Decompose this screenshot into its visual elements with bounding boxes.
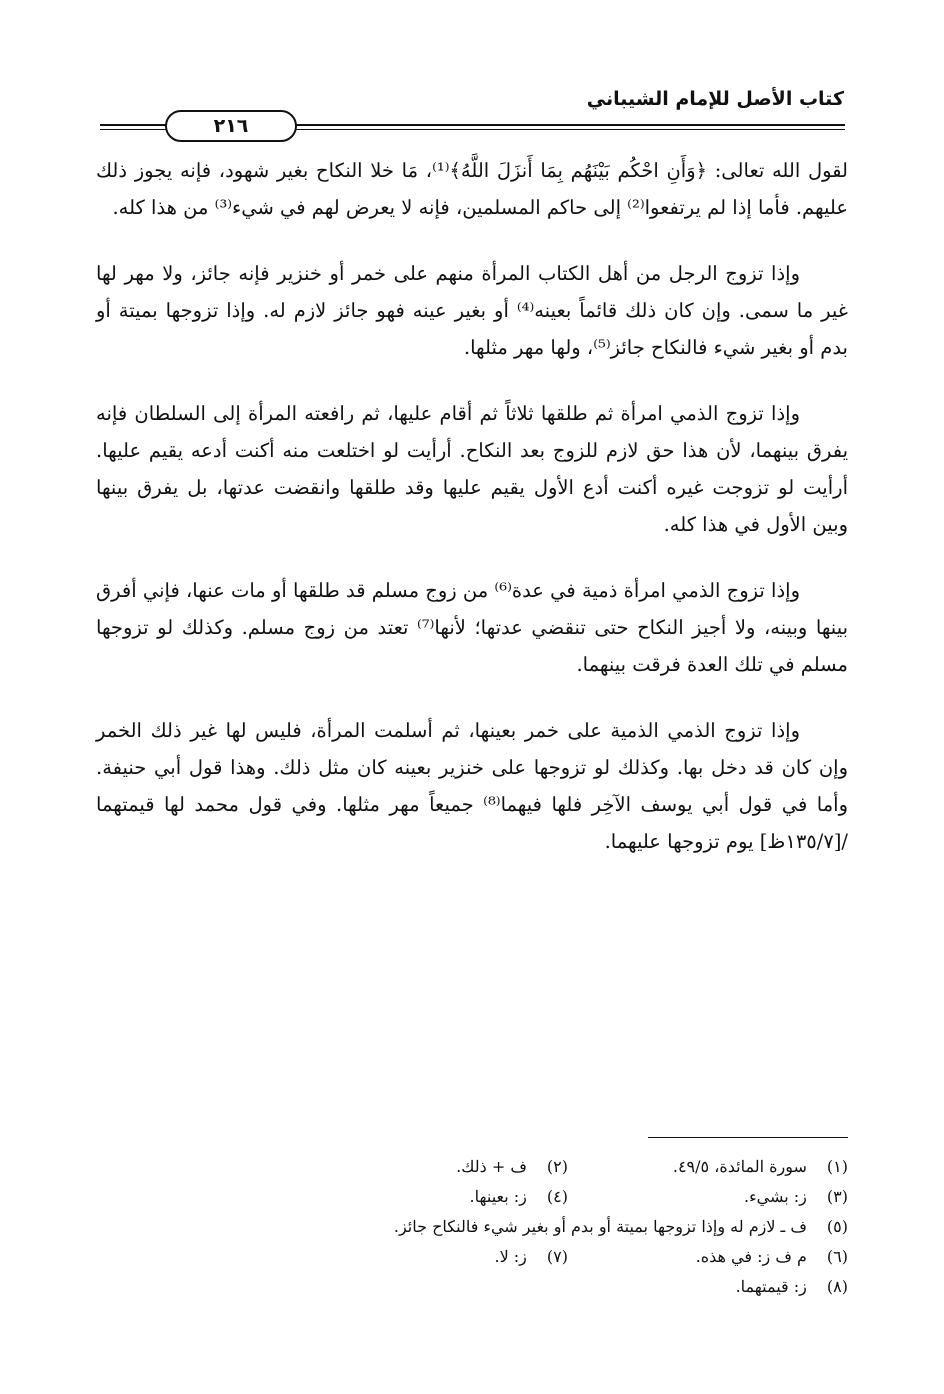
paragraph: وإذا تزوج الذمي الذمية على خمر بعينها، ثم أسلمت المرأة، فليس لها غير ذلك الخمر وإن كان قد دخل بها. وكذلك لو تزوجها على خنزير بعينه كان مثل ذلك. وهذا قول أبي حنيفة. وأما في قول أبي يوسف الآخِر فلها فيهما⁽⁸⁾ جميعاً مهر مثلها. وفي قول محمد لها قيمتهما /[١٣٥/٧ظ] يوم تزوجها عليهما.: [96, 719, 848, 853]
footnote-item: [288, 1242, 568, 1272]
footnote-text: ز: بعينها.: [469, 1187, 527, 1206]
footnote-item: [288, 1152, 568, 1182]
footnote-number: (٣): [826, 1187, 848, 1206]
footnotes: [96, 1152, 848, 1302]
paragraph: وإذا تزوج الذمي امرأة ذمية في عدة⁽⁶⁾ من زوج مسلم قد طلقها أو مات عنها، فإني أفرق بينها وبينه، ولا أجيز النكاح حتى تنقضي عدتها؛ لأنها⁽⁷⁾ تعتد من زوج مسلم. وكذلك لو تزوجها مسلم في تلك العدة فرقت بينهما.: [96, 579, 849, 676]
footnote-number: (٦): [826, 1247, 848, 1266]
paragraph: وإذا تزوج الرجل من أهل الكتاب المرأة منهم على خمر أو خنزير فإنه جائز، ولا مهر لها غير ما سمى. وإن كان ذلك قائماً بعينه⁽⁴⁾ أو بغير عينه فهو جائز لازم له. وإذا تزوجها بميتة أو بدم أو بغير شيء فالنكاح جائز⁽⁵⁾، ولها مهر مثلها.: [96, 262, 848, 359]
footnote-item: [288, 1182, 568, 1212]
footnote-number: (٨): [826, 1277, 848, 1296]
paragraph: لقول الله تعالى: ﴿وَأَنِ احْكُم بَيْنَهُم بِمَا أَنزَلَ اللَّهُ﴾⁽¹⁾، مَا خلا النكاح بغير شهود، فإنه يجوز ذلك عليهم. فأما إذا لم يرتفعوا⁽²⁾ إلى حاكم المسلمين، فإنه لا يعرض لهم في شيء⁽³⁾ من هذا كله.: [96, 159, 848, 219]
footnote-row: [96, 1182, 848, 1212]
footnote-row: [96, 1212, 848, 1242]
footnote-item: [568, 1242, 848, 1272]
footnote-text: ف + ذلك.: [456, 1157, 527, 1176]
footnote-text: م ف ز: في هذه.: [695, 1247, 807, 1266]
footnote-row: [96, 1152, 848, 1182]
footnote-number: (١): [826, 1157, 848, 1176]
footnote-text: ف ـ لازم له وإذا تزوجها بميتة أو بدم أو بغير شيء فالنكاح جائز.: [393, 1217, 807, 1236]
running-header-title: كتاب الأصل للإمام الشيباني: [586, 88, 844, 110]
footnote-row: [96, 1272, 848, 1302]
paragraph: وإذا تزوج الذمي امرأة ثم طلقها ثلاثاً ثم أقام عليها، ثم رافعته المرأة إلى السلطان فإنه يفرق بينهما، لأن هذا حق لازم للزوج بعد النكاح. أرأيت لو اختلعت منه أكنت أدعه يقيم عليها. أرأيت لو تزوجت غيره أكنت أدع الأول يقيم عليها وقد طلقها وانقضت عدتها، بل يفرق بينها وبين الأول في هذا كله.: [96, 402, 848, 536]
footnote-number: (٤): [546, 1187, 568, 1206]
footnote-number: (٢): [546, 1157, 568, 1176]
footnote-item: [568, 1272, 848, 1302]
main-text: [96, 152, 848, 889]
footnote-text: ز: لا.: [494, 1247, 527, 1266]
page-number: ٢١٦: [165, 110, 297, 142]
footnote-number: (٥): [826, 1217, 848, 1236]
footnote-separator: [648, 1137, 848, 1138]
footnote-number: (٧): [546, 1247, 568, 1266]
footnote-item: [568, 1182, 848, 1212]
footnote-row: [96, 1242, 848, 1272]
footnote-text: ز: قيمتهما.: [735, 1277, 807, 1296]
footnote-item: [108, 1212, 848, 1242]
footnote-text: ز: بشيء.: [744, 1187, 807, 1206]
footnote-text: سورة المائدة، ٤٩/٥.: [672, 1157, 807, 1176]
footnote-item: [568, 1152, 848, 1182]
